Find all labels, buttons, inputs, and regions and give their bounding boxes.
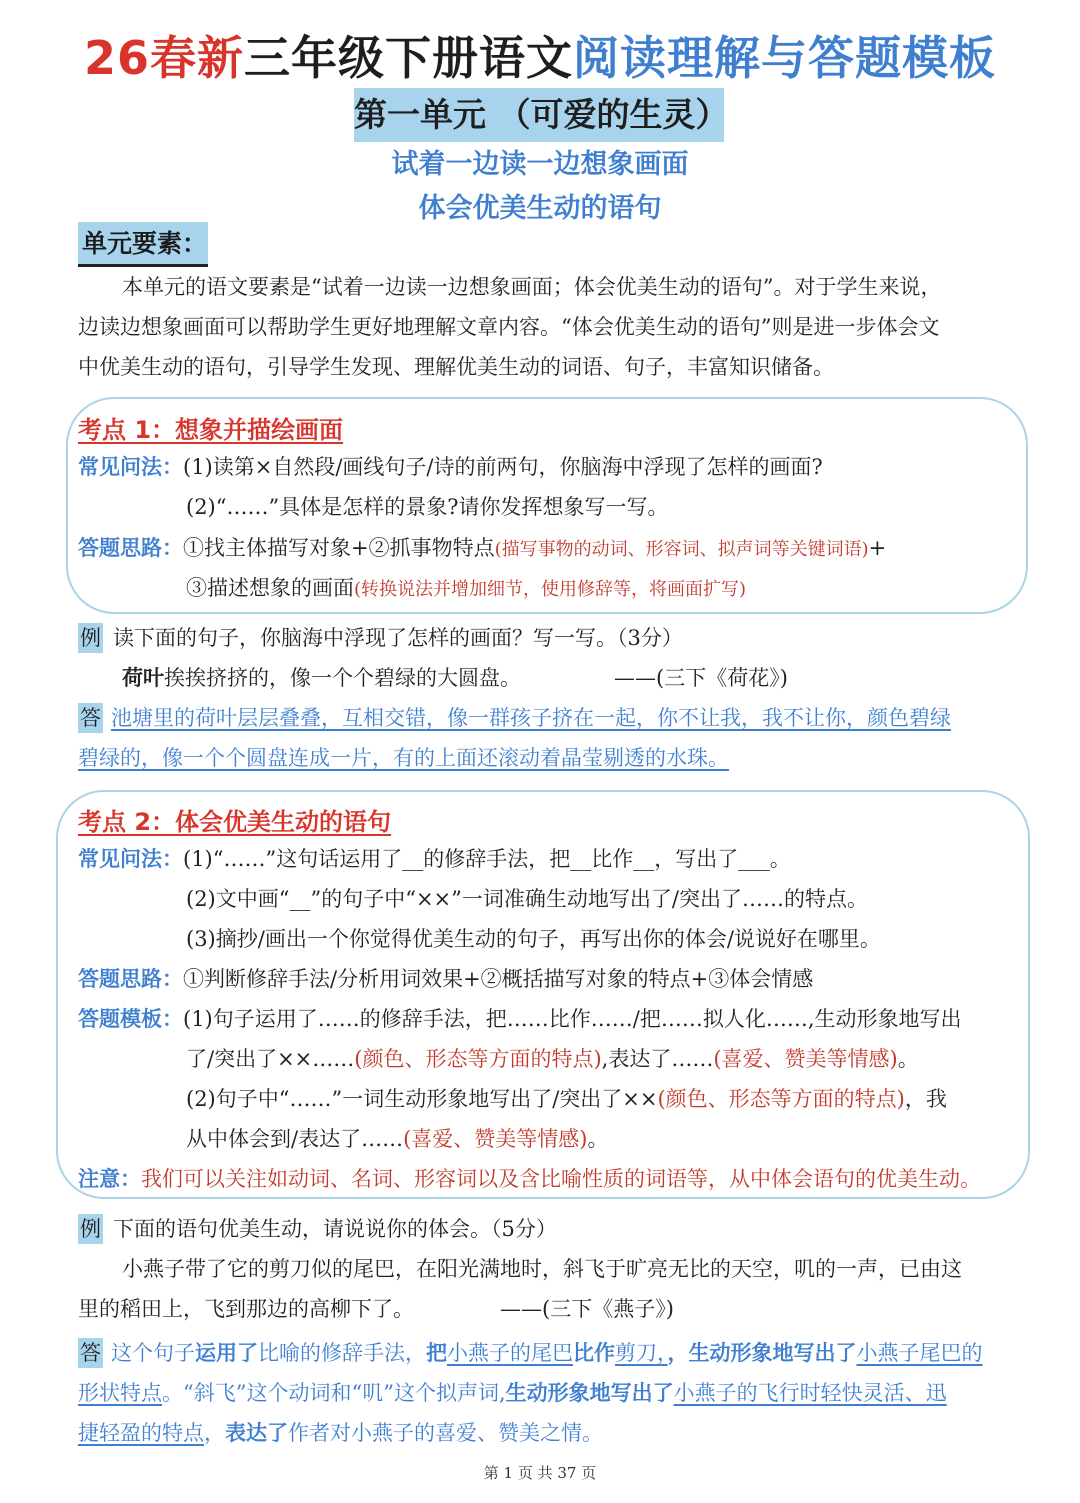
kp1-strategy-1 xyxy=(78,533,886,565)
ex1-prompt xyxy=(78,623,683,653)
kp2-template-3 xyxy=(186,1084,947,1114)
ex2-a1-1: 这个句子 xyxy=(111,1341,195,1365)
kp1-question-2: (2)“……”具体是怎样的景象?请你发挥想象写一写。 xyxy=(186,495,669,519)
ex2-passage-1: 小燕子带了它的剪刀似的尾巴，在阳光满地时，斜飞于旷亮无比的天空，叽的一声，已由这 xyxy=(122,1257,962,1281)
ex1-answer-1 xyxy=(78,703,951,733)
kp2-template-4-c: 。 xyxy=(587,1127,609,1151)
kp1-title: 考点 1：想象并描绘画面 xyxy=(78,416,344,444)
kp2-template-2-b: (颜色、形态等方面的特点) xyxy=(354,1047,602,1071)
ex2-tag: 例 xyxy=(78,1214,103,1244)
ex1-sentence-bold: 荷叶 xyxy=(122,665,164,690)
ex1-prompt-text: 读下面的句子，你脑海中浮现了怎样的画面？写一写。（3分） xyxy=(113,626,683,650)
page-footer: 第 1 页 共 37 页 xyxy=(483,1464,597,1482)
title-part-3: 阅读理解与答题模板 xyxy=(573,31,996,85)
ex2-answer-2 xyxy=(78,1378,947,1408)
ex2-a1-4: 把 xyxy=(426,1340,447,1365)
kp2-note-text: 我们可以关注如动词、名词、形容词以及含比喻性质的词语等，从中体会语句的优美生动。 xyxy=(141,1167,981,1191)
kp2-template-2 xyxy=(186,1044,919,1074)
subtitle-1: 试着一边读一边想象画面 xyxy=(391,149,689,180)
ex2-a1-5: 小燕子的尾巴 xyxy=(447,1341,573,1365)
intro-line-2: 边读边想象画面可以帮助学生更好地理解文章内容。“体会优美生动的语句”则是进一步体会文 xyxy=(78,315,940,339)
ex2-answer-tag: 答 xyxy=(78,1338,103,1368)
ex2-a3-1: 捷轻盈的特点 xyxy=(78,1421,204,1445)
ex1-answer-2 xyxy=(78,743,729,773)
kp2-template-4-a: 从中体会到/表达了…… xyxy=(186,1127,404,1151)
ex1-answer-1-text: 池塘里的荷叶层层叠叠，互相交错，像一群孩子挤在一起，你不让我，我不让你，颜色碧绿 xyxy=(111,706,951,730)
kp2-question-label: 常见问法： xyxy=(78,847,183,871)
kp2-template-1 xyxy=(78,1004,962,1034)
kp1-strategy-2-b: (转换说法并增加细节，使用修辞等，将画面扩写) xyxy=(354,579,747,600)
ex1-sentence xyxy=(122,663,521,693)
ex2-a2-4: 小燕子的飞行时轻快灵活、迅 xyxy=(673,1381,947,1405)
ex2-a3-4: 作者对小燕子的喜爱、赞美之情。 xyxy=(288,1421,603,1445)
ex1-answer-2-text: 碧绿的，像一个个圆盘连成一片，有的上面还滚动着晶莹剔透的水珠。 xyxy=(78,746,729,770)
kp2-template-3-b: (颜色、形态等方面的特点) xyxy=(657,1087,905,1111)
ex2-a3-3: 表达了 xyxy=(225,1420,288,1445)
kp2-question-2: (2)文中画“__”的句子中“××”一词准确生动地写出了/突出了……的特点。 xyxy=(186,887,868,911)
ex2-prompt xyxy=(78,1214,557,1244)
ex2-answer-1 xyxy=(78,1338,983,1368)
intro-line-1: 本单元的语文要素是“试着一边读一边想象画面；体会优美生动的语句”。对于学生来说， xyxy=(122,275,942,299)
kp2-template-2-a: 了/突出了××…… xyxy=(186,1047,355,1071)
kp1-strategy-2-a: ③描述想象的画面 xyxy=(186,576,354,600)
kp2-template-3-a: (2)句子中“……”一词生动形象地写出了/突出了×× xyxy=(186,1087,658,1111)
intro-line-3: 中优美生动的语句，引导学生发现、理解优美生动的词语、句子，丰富知识储备。 xyxy=(78,355,834,379)
page-title xyxy=(0,22,1080,88)
ex2-passage-2: 里的稻田上，飞到那边的高柳下了。 xyxy=(78,1297,414,1321)
kp2-strategy-text: ①判断修辞手法/分析用词效果+②概括描写对象的特点+③体会情感 xyxy=(183,967,814,991)
kp2-question-1 xyxy=(78,844,791,874)
ex2-source: ——(三下《燕子》) xyxy=(500,1297,674,1321)
kp2-strategy xyxy=(78,964,813,994)
title-part-2: 三年级下册语文 xyxy=(244,31,573,85)
kp1-strategy-1-c: + xyxy=(868,536,887,560)
kp1-strategy-2 xyxy=(186,573,746,605)
ex1-sentence-rest: 挨挨挤挤的，像一个个碧绿的大圆盘。 xyxy=(164,666,521,690)
ex2-a2-3: 生动形象地写出了 xyxy=(505,1380,674,1405)
ex2-a1-7: 剪刀， xyxy=(615,1341,668,1365)
subtitle-2: 体会优美生动的语句 xyxy=(418,193,662,224)
ex2-a3-2: ， xyxy=(204,1421,225,1445)
ex2-a1-6: 比作 xyxy=(573,1340,615,1365)
unit-banner: 第一单元 （可爱的生灵） xyxy=(354,88,724,142)
kp1-strategy-1-b: (描写事物的动词、形容词、拟声词等关键词语) xyxy=(494,539,869,560)
ex2-prompt-text: 下面的语句优美生动，请说说你的体会。（5分） xyxy=(113,1217,557,1241)
kp2-strategy-label: 答题思路： xyxy=(78,967,183,991)
ex1-answer-tag: 答 xyxy=(78,703,103,733)
kp2-template-3-c: ，我 xyxy=(904,1087,947,1111)
ex1-source: ——(三下《荷花》) xyxy=(614,666,788,690)
kp1-question-label: 常见问法： xyxy=(78,455,183,479)
kp2-template-4 xyxy=(186,1124,608,1154)
ex2-answer-3 xyxy=(78,1418,603,1448)
kp2-question-1-text: (1)“……”这句话运用了__的修辞手法，把__比作__，写出了___。 xyxy=(183,847,791,871)
ex2-a2-2: 。“斜飞”这个动词和“叽”这个拟声词, xyxy=(162,1381,506,1405)
kp1-question-1 xyxy=(78,452,823,482)
kp2-note xyxy=(78,1164,981,1194)
ex2-a1-2: 运用了 xyxy=(195,1340,258,1365)
unit-elements-heading: 单元要素： xyxy=(78,222,208,267)
kp2-template-2-d: (喜爱、赞美等情感) xyxy=(713,1047,898,1071)
kp2-question-3: (3)摘抄/画出一个你觉得优美生动的句子，再写出你的体会/说说好在哪里。 xyxy=(186,927,881,951)
kp2-template-2-c: ,表达了…… xyxy=(601,1047,714,1071)
title-part-1: 26春新 xyxy=(83,31,244,85)
kp1-strategy-1-a: ①找主体描写对象+②抓事物特点 xyxy=(183,536,495,560)
ex2-a1-8: ，生动形象地写出了 xyxy=(667,1340,857,1365)
kp2-note-label: 注意： xyxy=(78,1167,141,1191)
ex1-tag: 例 xyxy=(78,623,103,653)
ex2-a1-9: 小燕子尾巴的 xyxy=(856,1341,983,1365)
ex2-a1-3: 比喻的修辞手法， xyxy=(258,1341,426,1365)
kp2-template-label: 答题模板： xyxy=(78,1007,183,1031)
kp2-template-1-text: (1)句子运用了……的修辞手法，把……比作……/把……拟人化……,生动形象地写出 xyxy=(183,1007,962,1031)
kp1-strategy-label: 答题思路： xyxy=(78,536,183,560)
kp2-template-2-e: 。 xyxy=(897,1047,919,1071)
kp2-title: 考点 2：体会优美生动的语句 xyxy=(78,808,392,836)
kp2-template-4-b: (喜爱、赞美等情感) xyxy=(403,1127,588,1151)
kp1-question-1-text: (1)读第×自然段/画线句子/诗的前两句，你脑海中浮现了怎样的画面? xyxy=(183,455,823,479)
ex2-a2-1: 形状特点 xyxy=(78,1381,162,1405)
